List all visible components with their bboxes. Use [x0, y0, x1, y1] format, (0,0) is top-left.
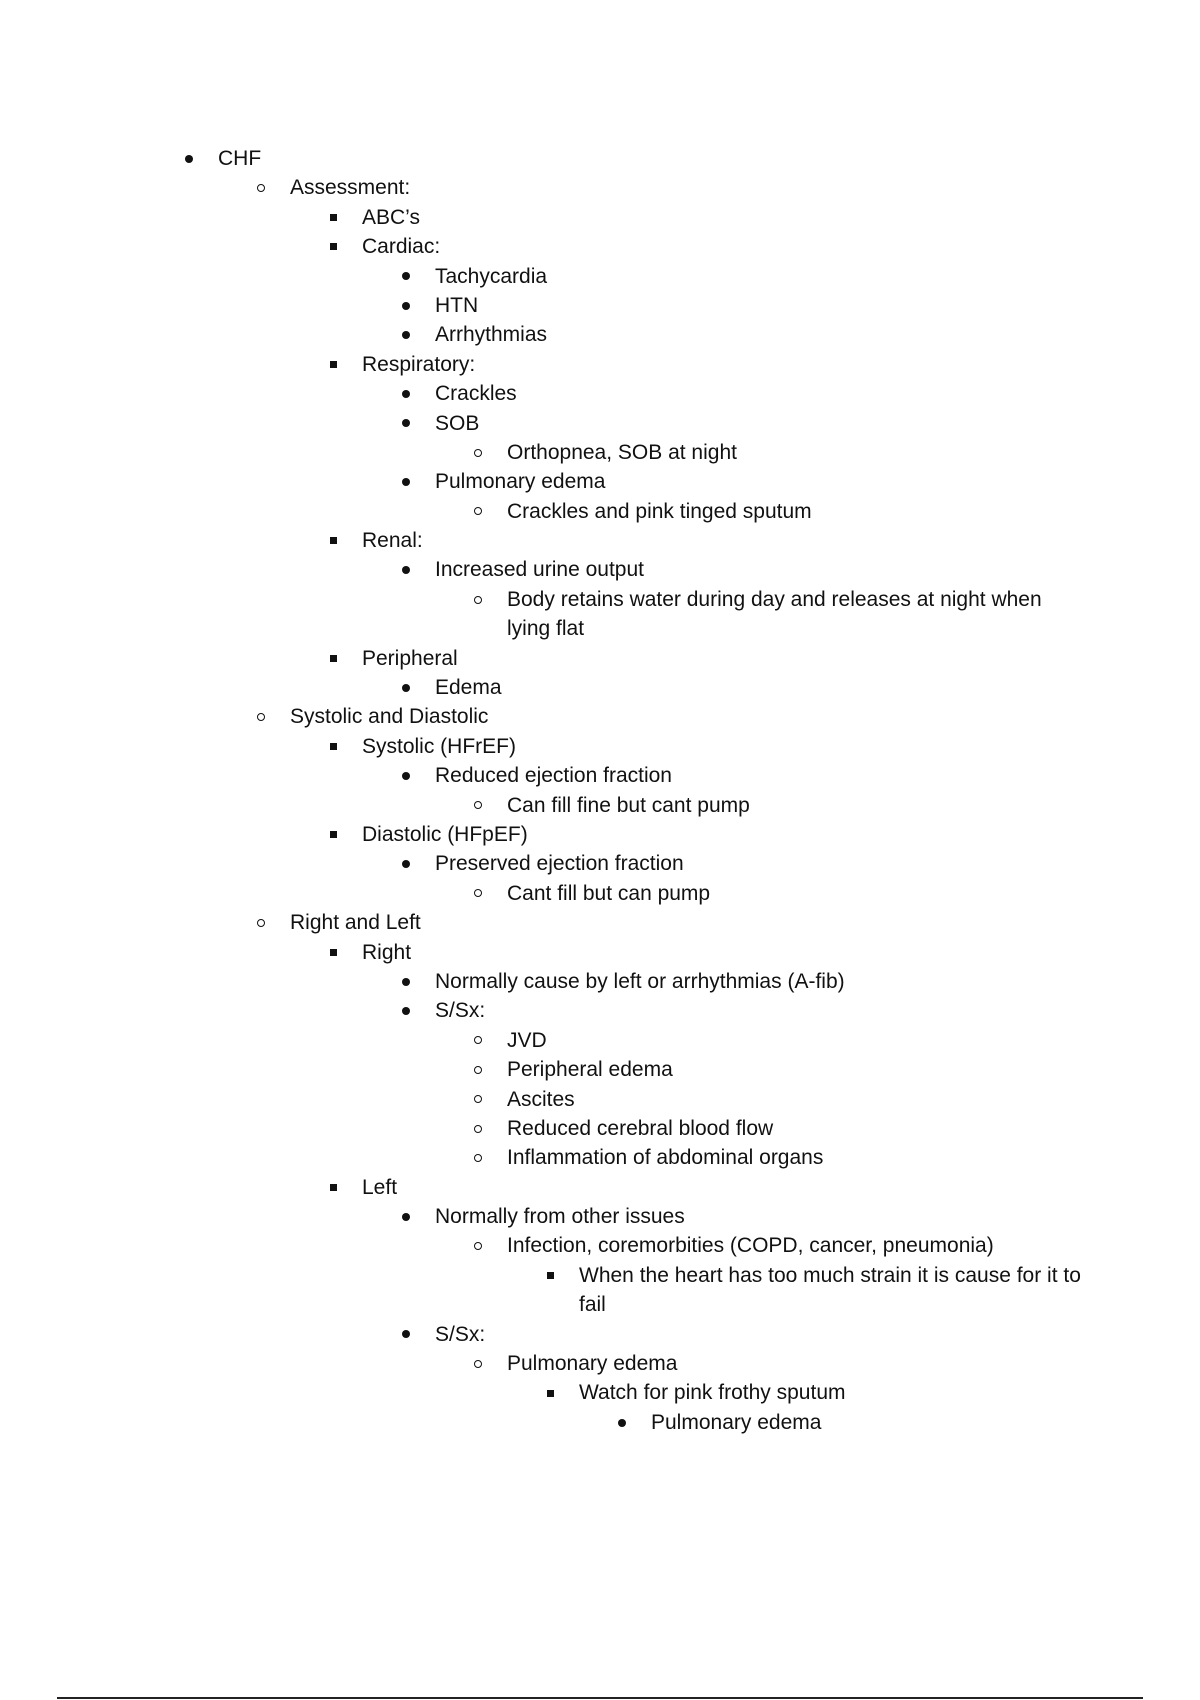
bullet-disc-icon — [400, 996, 412, 1025]
bullet-circle-icon — [472, 1085, 484, 1114]
outline-item-text: Pulmonary edema — [507, 1352, 678, 1376]
outline-item-text: Cant fill but can pump — [507, 881, 711, 905]
bullet-circle-icon — [472, 585, 484, 614]
outline-item-level-2 — [0, 644, 1200, 673]
outline-item-text: Watch for pink frothy sputum — [579, 1381, 846, 1405]
bullet-disc-icon — [400, 761, 412, 790]
bullet-disc-icon — [400, 291, 412, 320]
outline-item-text: Pulmonary edema — [435, 470, 606, 494]
outline-item-level-2 — [0, 1173, 1200, 1202]
outline-item-level-5 — [0, 1261, 1200, 1320]
bullet-disc-icon — [400, 849, 412, 878]
outline-item-text: Normally from other issues — [435, 1205, 685, 1229]
bullet-circle-icon — [472, 791, 484, 820]
outline-item-level-4 — [0, 1114, 1200, 1143]
bullet-circle-icon — [472, 1114, 484, 1143]
outline-item-level-2 — [0, 350, 1200, 379]
page-divider — [57, 1697, 1143, 1699]
bullet-disc-icon — [400, 1202, 412, 1231]
outline-item-text: Diastolic (HFpEF) — [362, 823, 528, 846]
bullet-disc-icon — [400, 320, 412, 349]
outline-item-text: Right and Left — [290, 911, 421, 935]
outline-item-level-3 — [0, 1202, 1200, 1231]
outline-item-level-4 — [0, 1231, 1200, 1260]
outline-item-text: Infection, coremorbities (COPD, cancer, pneumonia) — [507, 1234, 994, 1258]
outline-item-level-1 — [0, 702, 1200, 731]
outline-item-level-3 — [0, 996, 1200, 1025]
outline-item-text: CHF — [218, 147, 262, 170]
bullet-disc-icon — [400, 555, 412, 584]
outline-item-text: Systolic (HFrEF) — [362, 734, 516, 758]
bullet-square-icon — [327, 350, 339, 379]
outline-item-text: Left — [362, 1175, 398, 1199]
outline-item-level-1 — [0, 908, 1200, 937]
bullet-circle-icon — [472, 497, 484, 526]
outline-item-level-4 — [0, 438, 1200, 467]
outline-item-level-4 — [0, 1055, 1200, 1084]
bullet-disc-icon — [400, 409, 412, 438]
outline-item-level-2 — [0, 203, 1200, 232]
bullet-square-icon — [327, 203, 339, 232]
outline-item-level-4 — [0, 497, 1200, 526]
outline-item-text: S/Sx: — [435, 1322, 486, 1346]
outline-item-level-3 — [0, 673, 1200, 702]
outline-item-level-3 — [0, 849, 1200, 878]
outline-item-text: Crackles — [435, 382, 517, 406]
outline-item-text: ABC’s — [362, 205, 420, 229]
bullet-disc-icon — [400, 379, 412, 408]
outline-item-text: Systolic and Diastolic — [290, 705, 489, 729]
outline-item-level-4 — [0, 1085, 1200, 1114]
bullet-square-icon — [327, 232, 339, 261]
bullet-square-icon — [327, 526, 339, 555]
outline-item-text: Respiratory: — [362, 352, 476, 376]
outline-item-level-1 — [0, 173, 1200, 202]
outline-item-text: Reduced ejection fraction — [435, 764, 672, 788]
outline-item-level-3 — [0, 291, 1200, 320]
bullet-circle-icon — [255, 173, 267, 202]
outline-item-level-6 — [0, 1408, 1200, 1437]
outline-item-level-4 — [0, 1143, 1200, 1172]
bullet-disc-icon — [400, 1320, 412, 1349]
outline-item-level-2 — [0, 732, 1200, 761]
outline-item-level-4 — [0, 1349, 1200, 1378]
outline-item-text: Pulmonary edema — [651, 1410, 822, 1434]
outline-item-text: Edema — [435, 676, 502, 700]
bullet-disc-icon — [616, 1408, 628, 1437]
outline-item-level-3 — [0, 379, 1200, 408]
outline-item-text: Increased urine output — [435, 558, 644, 582]
outline-item-level-3 — [0, 1320, 1200, 1349]
outline-item-text: Cardiac: — [362, 235, 441, 259]
outline-item-text: Crackles and pink tinged sputum — [507, 499, 812, 523]
outline-item-level-4 — [0, 879, 1200, 908]
bullet-disc-icon — [400, 673, 412, 702]
outline-item-text: HTN — [435, 293, 479, 317]
bullet-circle-icon — [472, 1055, 484, 1084]
outline-item-text: When the heart has too much strain it is cause for it to fail — [579, 1263, 1081, 1317]
outline-item-text: Arrhythmias — [435, 323, 548, 347]
outline-item-text: Inflammation of abdominal organs — [507, 1146, 824, 1170]
bullet-square-icon — [327, 820, 339, 849]
outline-item-text: Tachycardia — [435, 264, 548, 288]
bullet-circle-icon — [255, 908, 267, 937]
outline-item-level-3 — [0, 467, 1200, 496]
bullet-square-icon — [327, 938, 339, 967]
outline-item-level-2 — [0, 820, 1200, 849]
outline-item-text: Can fill fine but cant pump — [507, 793, 750, 817]
bullet-circle-icon — [472, 438, 484, 467]
outline-item-level-2 — [0, 526, 1200, 555]
bullet-disc-icon — [183, 144, 195, 173]
outline-item-text: Orthopnea, SOB at night — [507, 440, 737, 464]
outline-item-text: Preserved ejection fraction — [435, 852, 684, 876]
outline-item-text: Renal: — [362, 529, 423, 553]
bullet-square-icon — [327, 732, 339, 761]
outline-item-text: Right — [362, 940, 412, 964]
bullet-circle-icon — [472, 1231, 484, 1260]
bullet-circle-icon — [472, 1349, 484, 1378]
bullet-square-icon — [327, 644, 339, 673]
outline-item-level-4 — [0, 585, 1200, 644]
outline-item-text: Reduced cerebral blood flow — [507, 1116, 774, 1140]
bullet-disc-icon — [400, 967, 412, 996]
outline-item-level-0 — [0, 144, 1200, 173]
outline-item-level-3 — [0, 320, 1200, 349]
outline-item-text: SOB — [435, 411, 480, 435]
outline-item-level-3 — [0, 262, 1200, 291]
outline-item-text: Ascites — [507, 1087, 575, 1111]
outline-item-text: Peripheral edema — [507, 1058, 673, 1082]
outline-item-text: Assessment: — [290, 176, 411, 200]
document-body — [0, 144, 1200, 1437]
outline-item-level-5 — [0, 1378, 1200, 1407]
bullet-square-icon — [327, 1173, 339, 1202]
bullet-disc-icon — [400, 467, 412, 496]
outline-item-level-3 — [0, 555, 1200, 584]
outline-item-text: S/Sx: — [435, 999, 486, 1023]
bullet-circle-icon — [472, 879, 484, 908]
outline-item-level-4 — [0, 1026, 1200, 1055]
outline-item-text: Peripheral — [362, 646, 458, 670]
outline-item-level-3 — [0, 967, 1200, 996]
bullet-disc-icon — [400, 262, 412, 291]
outline-item-level-2 — [0, 232, 1200, 261]
outline-item-text: Body retains water during day and releases at night when lying flat — [507, 587, 1042, 641]
outline-item-level-3 — [0, 409, 1200, 438]
outline-item-text: Normally cause by left or arrhythmias (A-fib) — [435, 969, 845, 993]
bullet-square-icon — [544, 1261, 556, 1290]
bullet-square-icon — [544, 1378, 556, 1407]
outline-item-level-3 — [0, 761, 1200, 790]
bullet-circle-icon — [472, 1026, 484, 1055]
bullet-circle-icon — [472, 1143, 484, 1172]
outline-item-level-4 — [0, 791, 1200, 820]
outline-item-text: JVD — [507, 1028, 547, 1052]
outline-item-level-2 — [0, 938, 1200, 967]
bullet-circle-icon — [255, 702, 267, 731]
